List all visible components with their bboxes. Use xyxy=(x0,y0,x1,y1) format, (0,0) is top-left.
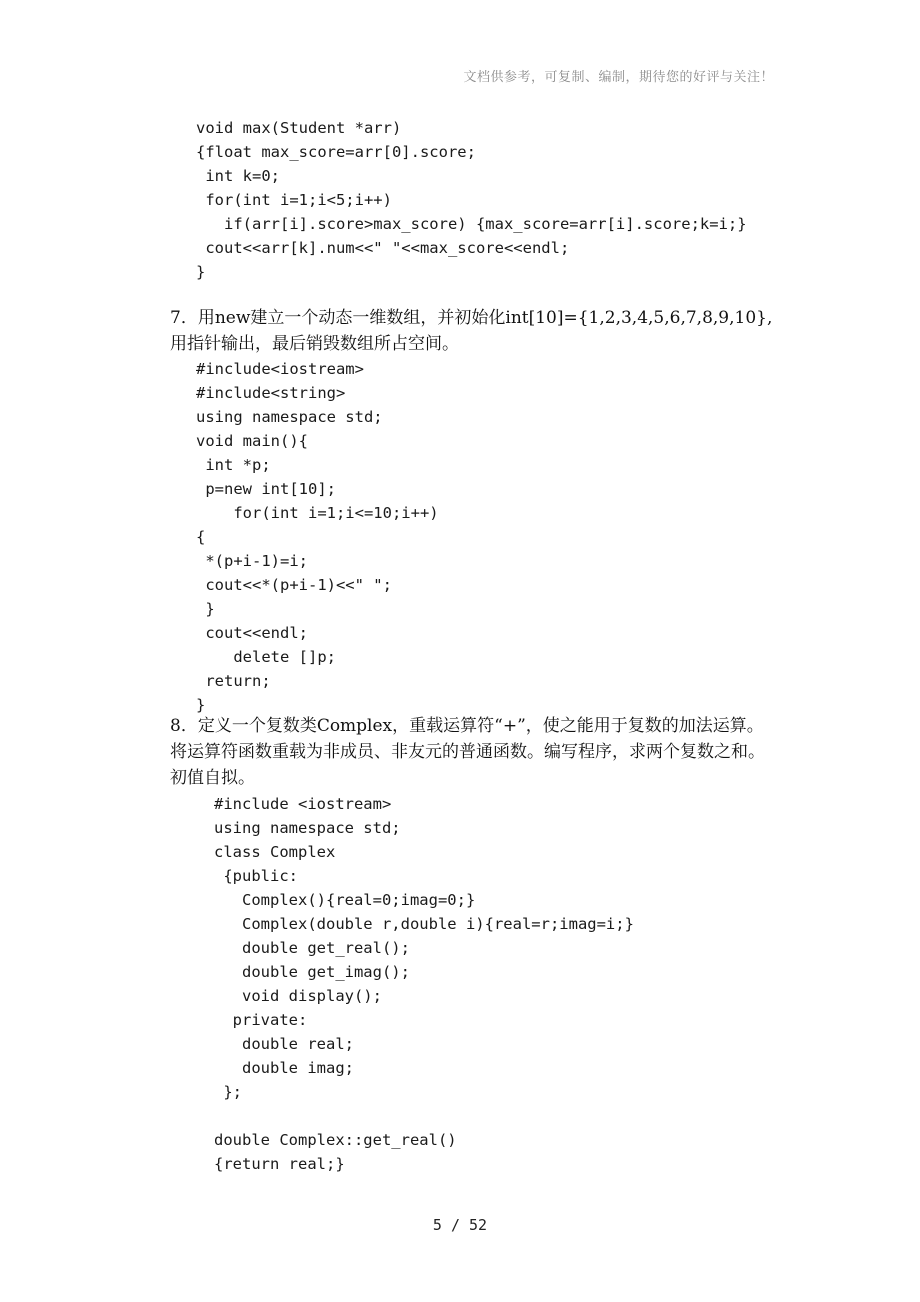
code-line: #include<iostream> xyxy=(196,360,364,378)
code-line: double get_real(); xyxy=(214,939,410,957)
code-line: private: xyxy=(214,1011,308,1029)
code-line: {public: xyxy=(214,867,298,885)
code-line: }; xyxy=(214,1083,242,1101)
code-line: for(int i=1;i<5;i++) xyxy=(196,191,392,209)
code-line: using namespace std; xyxy=(196,408,383,426)
code-line: return; xyxy=(196,672,271,690)
code-line: int k=0; xyxy=(196,167,280,185)
code-line: double get_imag(); xyxy=(214,963,410,981)
code-line: #include<string> xyxy=(196,384,346,402)
header-note: 文档供参考，可复制、编制，期待您的好评与关注！ xyxy=(463,70,774,85)
code-line: p=new int[10]; xyxy=(196,480,336,498)
code-line: { xyxy=(196,528,206,546)
code-line: double imag; xyxy=(214,1059,354,1077)
code-line: void display(); xyxy=(214,987,382,1005)
code-line: void main(){ xyxy=(196,432,308,450)
code-line: cout<<arr[k].num<<" "<<max_score<<endl; xyxy=(196,239,570,257)
page-number: 5 / 52 xyxy=(432,1216,488,1234)
code-line: } xyxy=(196,696,206,714)
code-line: {return real;} xyxy=(214,1155,345,1173)
code-line: #include <iostream> xyxy=(214,795,392,813)
code-line: Complex(double r,double i){real=r;imag=i;} xyxy=(214,915,634,933)
code-line: using namespace std; xyxy=(214,819,401,837)
code-line: class Complex xyxy=(214,843,336,861)
code-line: double Complex::get_real() xyxy=(214,1131,457,1149)
code-line: cout<<*(p+i-1)<<" "; xyxy=(196,576,392,594)
question-8-text: 8．定义一个复数类Complex，重载运算符“+”，使之能用于复数的加法运算。将运算符函数重载为非成员、非友元的普通函数。编写程序，求两个复数之和。初值自拟。 xyxy=(170,716,765,788)
code-line: Complex(){real=0;imag=0;} xyxy=(214,891,476,909)
question-7-text: 7．用new建立一个动态一维数组，并初始化int[10]={1,2,3,4,5,6,7,8,9,10},用指针输出，最后销毁数组所占空间。 xyxy=(170,308,773,354)
code-line: } xyxy=(196,263,206,281)
code-line: delete []p; xyxy=(196,648,336,666)
code-line: int *p; xyxy=(196,456,271,474)
code-line: } xyxy=(196,600,215,618)
code-line: *(p+i-1)=i; xyxy=(196,552,308,570)
code-line: double real; xyxy=(214,1035,354,1053)
code-line: {float max_score=arr[0].score; xyxy=(196,143,476,161)
code-line: void max(Student *arr) xyxy=(196,119,402,137)
code-line: if(arr[i].score>max_score) {max_score=arr[i].score;k=i;} xyxy=(196,215,747,233)
code-line: for(int i=1;i<=10;i++) xyxy=(196,504,439,522)
code-line: cout<<endl; xyxy=(196,624,308,642)
